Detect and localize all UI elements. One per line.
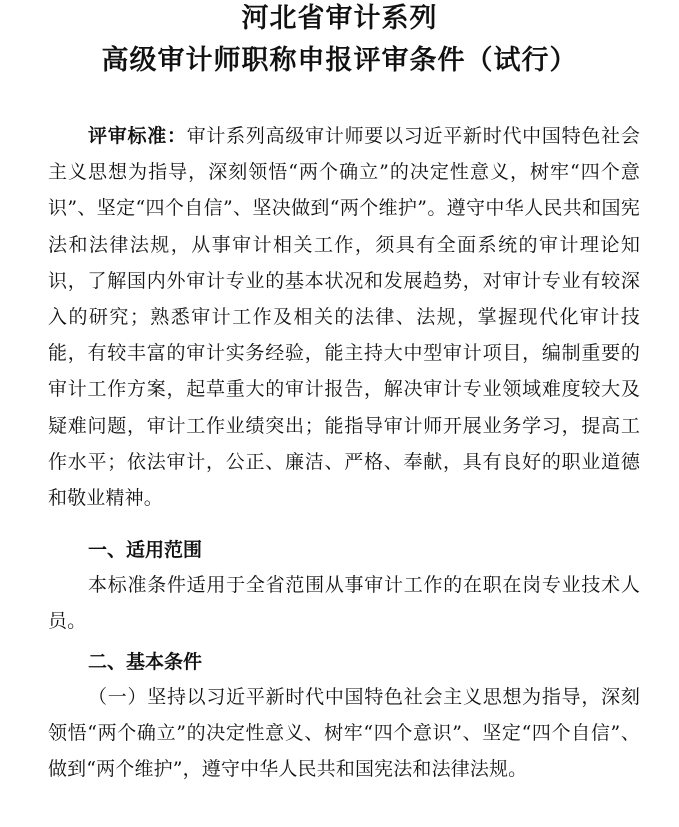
section-heading-basic-conditions: 二、基本条件 xyxy=(88,651,203,673)
document-title-line-1: 河北省审计系列 xyxy=(241,3,438,34)
evaluation-standard-label: 评审标准： xyxy=(88,125,187,147)
section-paragraph-scope: 本标准条件适用于全省范围从事审计工作的在职在岗专业技术人员。 xyxy=(48,574,640,633)
section-heading-scope: 一、适用范围 xyxy=(88,539,203,561)
section-paragraph-basic-conditions-1: （一）坚持以习近平新时代中国特色社会主义思想为指导，深刻领悟“两个确立”的决定性意义、树牢“四个意识”、坚定“四个自信”、做到“两个维护”，遵守中华人民共和国宪法和法律法规。 xyxy=(48,686,640,781)
evaluation-standard-paragraph xyxy=(48,118,640,516)
evaluation-standard-text: 审计系列高级审计师要以习近平新时代中国特色社会主义思想为指导，深刻领悟“两个确立”的决定性意义，树牢“四个意识”、坚定“四个自信”、坚决做到“两个维护”。遵守中华人民共和国宪法和法律法规，从事审计相关工作，须具有全面系统的审计理论知识，了解国内外审计专业的基本状况和发展趋势，对审计专业有较深入的研究；熟悉审计工作及相关的法律、法规，掌握现代化审计技能，有较丰富的审计实务经验，能主持大中型审计项目，编制重要的审计工作方案，起草重大的审计报告，解决审计专业领域难度较大及疑难问题，审计工作业绩突出；能指导审计师开展业务学习，提高工作水平；依法审计，公正、廉洁、严格、奉献，具有良好的职业道德和敬业精神。 xyxy=(48,125,640,510)
document-title-line-2: 高级审计师职称申报评审条件（试行） xyxy=(101,45,578,76)
